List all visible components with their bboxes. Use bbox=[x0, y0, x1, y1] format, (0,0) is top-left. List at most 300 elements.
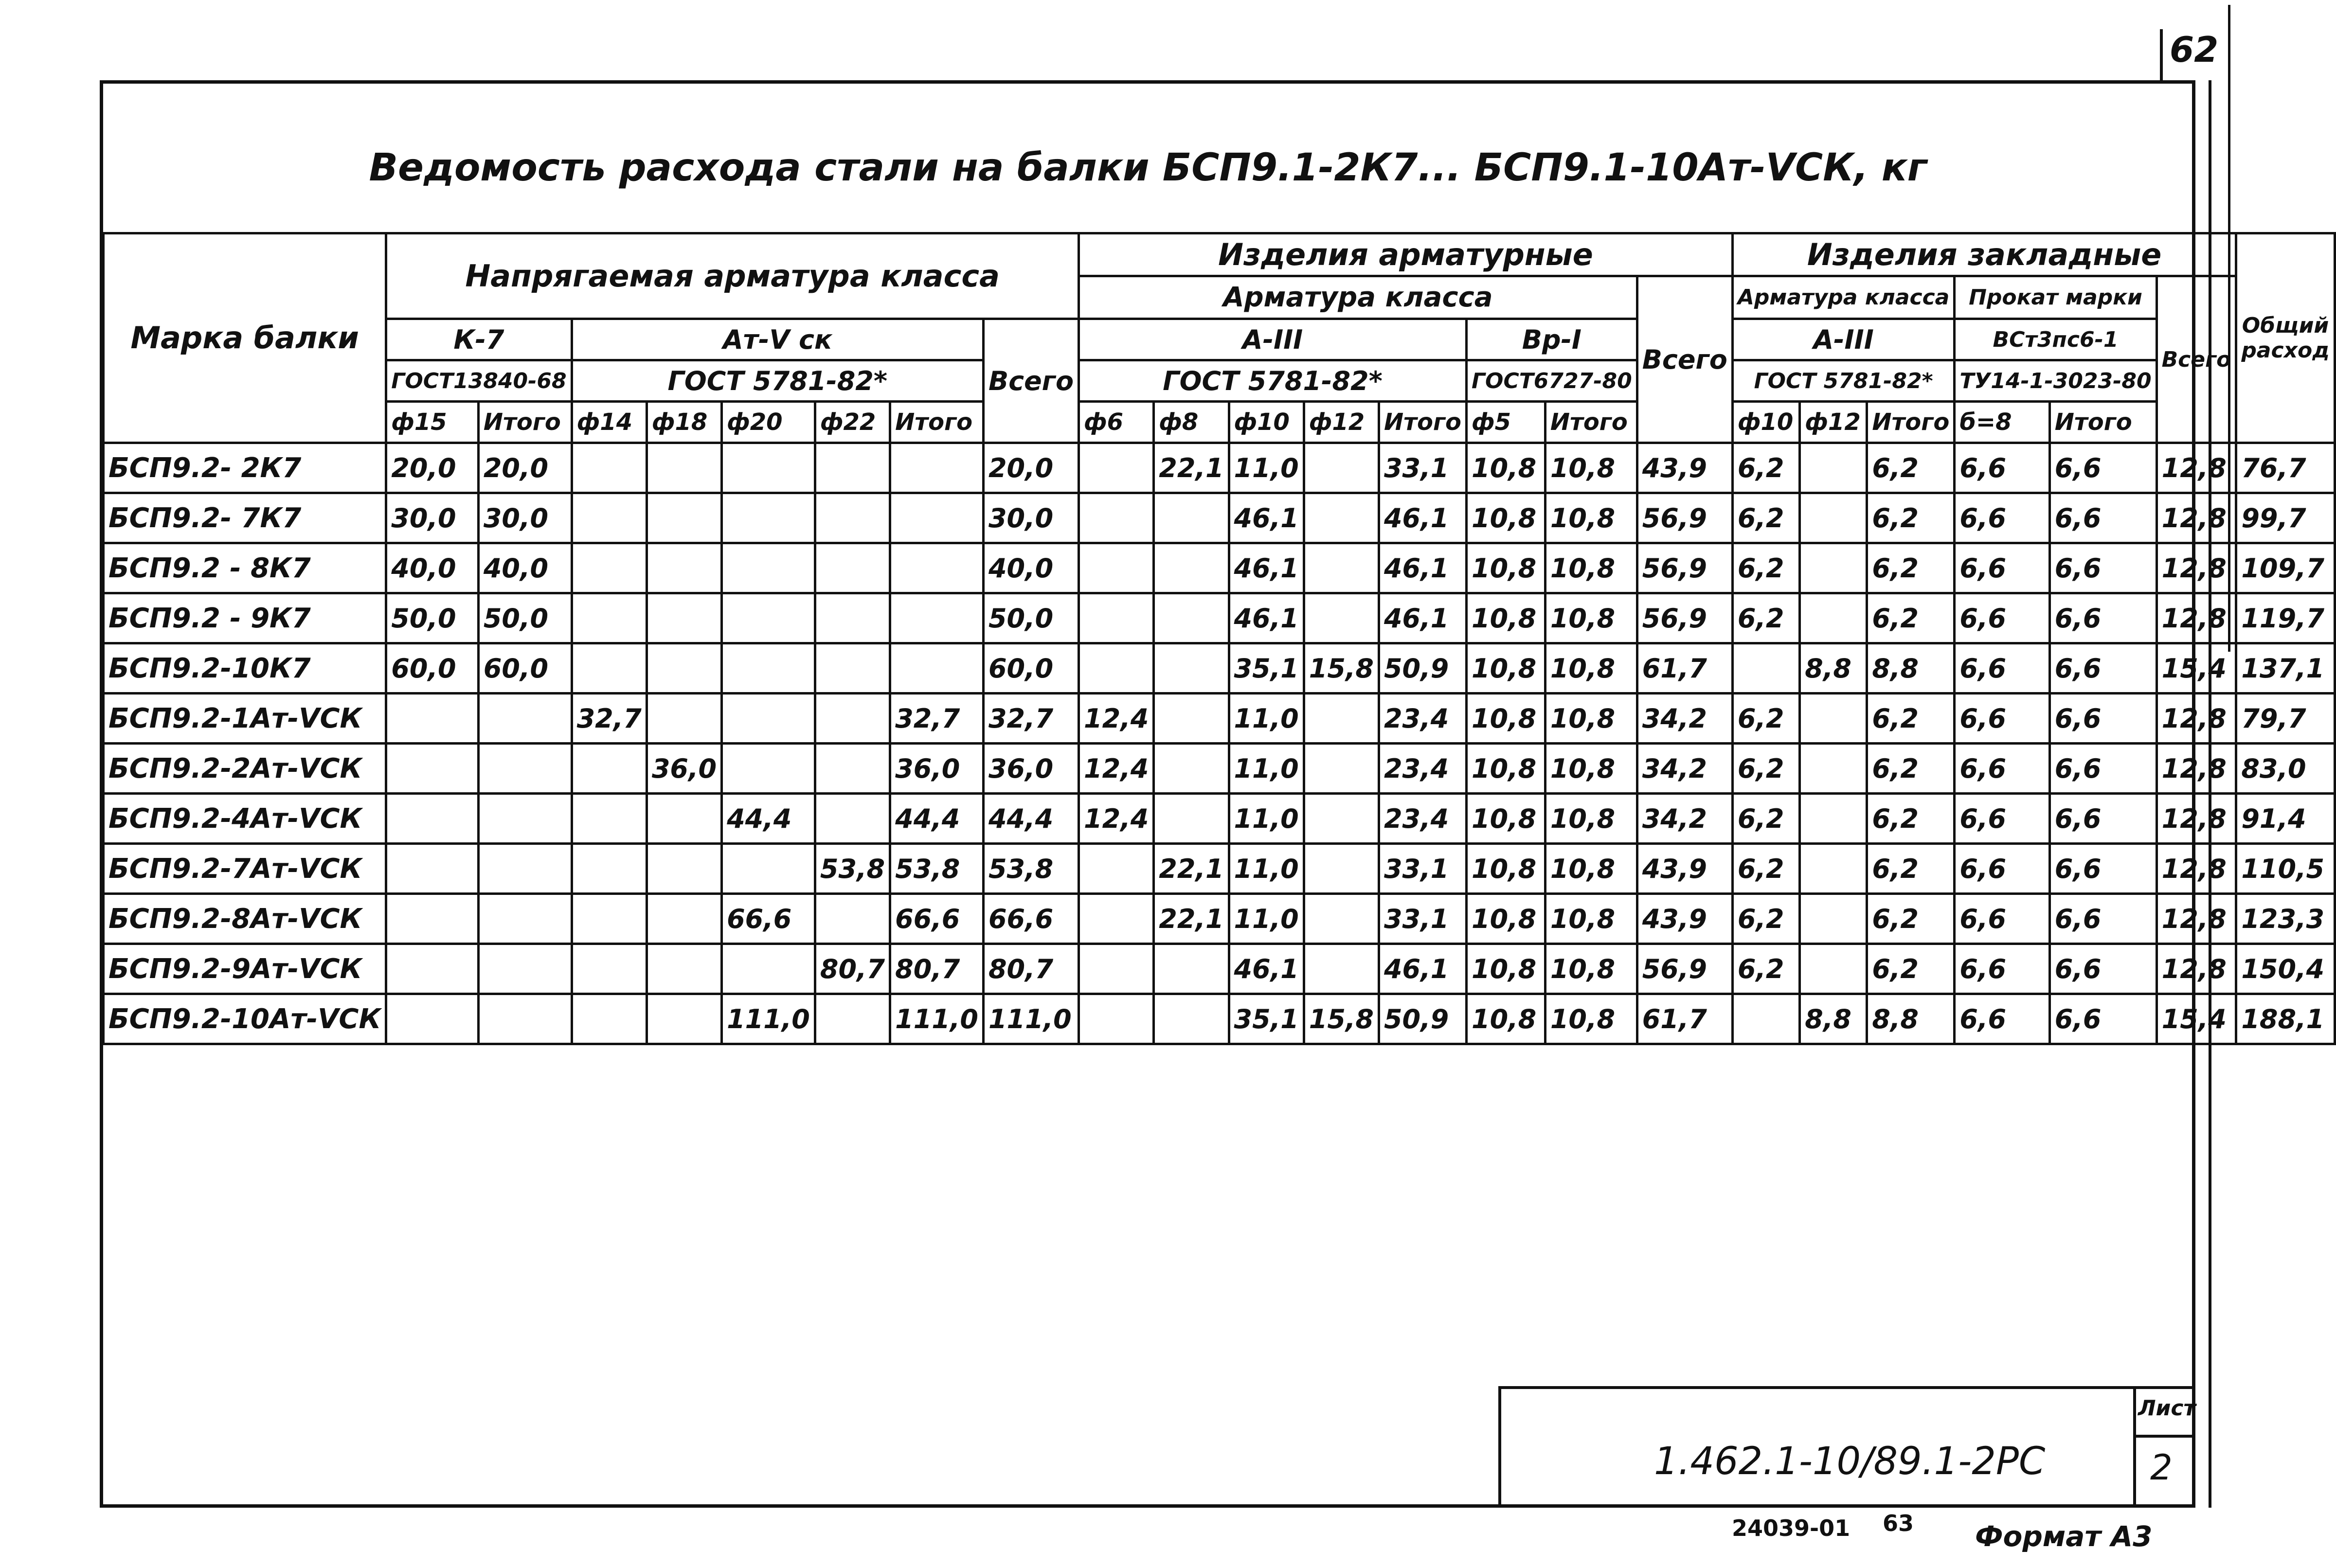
column-header-tu: ТУ14-1-3023-80 bbox=[1955, 360, 2156, 402]
table-cell: 8,8 bbox=[1800, 994, 1867, 1044]
title-block-sheet-divider bbox=[2133, 1435, 2195, 1438]
table-cell bbox=[1304, 543, 1379, 593]
sheet-format: Формат А3 bbox=[1975, 1520, 2153, 1553]
subheader-cell: ф10 bbox=[1229, 402, 1304, 443]
table-cell: 33,1 bbox=[1379, 443, 1466, 493]
table-cell bbox=[1079, 443, 1154, 493]
table-cell: 6,6 bbox=[1955, 493, 2049, 543]
table-cell bbox=[722, 643, 815, 694]
column-header-reinf-vsego: Всего bbox=[1637, 276, 1732, 443]
table-cell: 50,0 bbox=[983, 593, 1078, 643]
table-cell bbox=[1079, 643, 1154, 694]
table-cell bbox=[815, 643, 890, 694]
table-cell bbox=[1154, 643, 1229, 694]
table-cell bbox=[1079, 543, 1154, 593]
table-cell: 50,9 bbox=[1379, 994, 1466, 1044]
table-cell bbox=[1154, 543, 1229, 593]
table-cell bbox=[386, 894, 479, 944]
table-cell: 12,8 bbox=[2156, 744, 2236, 794]
table-cell bbox=[386, 794, 479, 844]
column-header-rolled: Прокат марки bbox=[1955, 276, 2156, 319]
subheader-cell: Итого bbox=[478, 402, 572, 443]
table-cell: 10,8 bbox=[1467, 443, 1545, 493]
table-cell bbox=[722, 844, 815, 894]
subheader-cell: б=8 bbox=[1955, 402, 2049, 443]
table-cell: 12,8 bbox=[2156, 794, 2236, 844]
subheader-cell: Итого bbox=[1867, 402, 1955, 443]
column-header-embed-gost: ГОСТ 5781-82* bbox=[1732, 360, 1955, 402]
table-cell: 35,1 bbox=[1229, 643, 1304, 694]
table-body bbox=[104, 443, 2335, 1044]
table-cell: 60,0 bbox=[983, 643, 1078, 694]
table-cell: 6,2 bbox=[1732, 443, 1799, 493]
subheader-cell: ф20 bbox=[722, 402, 815, 443]
column-header-total: Общий расход bbox=[2236, 233, 2335, 443]
table-cell: 150,4 bbox=[2236, 944, 2335, 994]
table-cell: 44,4 bbox=[890, 794, 984, 844]
table-cell bbox=[478, 894, 572, 944]
table-cell bbox=[815, 994, 890, 1044]
table-cell bbox=[890, 643, 984, 694]
table-cell: 6,2 bbox=[1732, 593, 1799, 643]
table-cell: 56,9 bbox=[1637, 944, 1732, 994]
table-cell bbox=[386, 994, 479, 1044]
table-cell: 6,6 bbox=[2049, 794, 2156, 844]
table-cell: 34,2 bbox=[1637, 794, 1732, 844]
table-cell bbox=[572, 643, 647, 694]
column-header-vst: ВСт3пс6-1 bbox=[1955, 319, 2156, 360]
table-cell bbox=[1079, 844, 1154, 894]
table-row bbox=[104, 844, 2335, 894]
table-cell bbox=[647, 894, 721, 944]
table-cell bbox=[890, 493, 984, 543]
table-cell bbox=[1304, 944, 1379, 994]
table-cell: 6,2 bbox=[1732, 493, 1799, 543]
table-cell bbox=[1304, 493, 1379, 543]
table-cell: 123,3 bbox=[2236, 894, 2335, 944]
table-cell: 6,6 bbox=[1955, 744, 2049, 794]
beam-mark-cell: БСП9.2 - 8К7 bbox=[104, 543, 386, 593]
table-cell: 11,0 bbox=[1229, 443, 1304, 493]
subheader-cell: ф15 bbox=[386, 402, 479, 443]
table-cell: 61,7 bbox=[1637, 994, 1732, 1044]
table-cell: 53,8 bbox=[983, 844, 1078, 894]
table-cell: 10,8 bbox=[1545, 744, 1637, 794]
table-cell: 6,2 bbox=[1867, 443, 1955, 493]
table-cell: 46,1 bbox=[1229, 593, 1304, 643]
table-cell: 6,2 bbox=[1732, 894, 1799, 944]
table-cell: 6,2 bbox=[1732, 694, 1799, 744]
page-number-divider bbox=[2160, 29, 2163, 83]
table-cell: 11,0 bbox=[1229, 694, 1304, 744]
table-cell: 6,6 bbox=[2049, 694, 2156, 744]
table-cell: 34,2 bbox=[1637, 744, 1732, 794]
table-cell: 33,1 bbox=[1379, 844, 1466, 894]
table-cell: 6,2 bbox=[1867, 844, 1955, 894]
table-cell: 109,7 bbox=[2236, 543, 2335, 593]
table-cell: 60,0 bbox=[386, 643, 479, 694]
table-cell bbox=[572, 894, 647, 944]
table-cell: 6,6 bbox=[1955, 694, 2049, 744]
table-cell: 40,0 bbox=[983, 543, 1078, 593]
table-cell: 10,8 bbox=[1545, 794, 1637, 844]
table-cell bbox=[722, 944, 815, 994]
table-cell bbox=[647, 994, 721, 1044]
table-cell bbox=[1800, 944, 1867, 994]
table-cell bbox=[572, 493, 647, 543]
table-cell: 46,1 bbox=[1379, 593, 1466, 643]
table-cell: 23,4 bbox=[1379, 794, 1466, 844]
table-cell: 12,8 bbox=[2156, 894, 2236, 944]
table-cell: 6,6 bbox=[2049, 744, 2156, 794]
table-cell bbox=[1079, 944, 1154, 994]
table-cell bbox=[1800, 443, 1867, 493]
table-cell bbox=[1304, 894, 1379, 944]
table-cell: 12,8 bbox=[2156, 694, 2236, 744]
table-cell bbox=[722, 543, 815, 593]
table-cell: 10,8 bbox=[1467, 694, 1545, 744]
table-cell bbox=[572, 994, 647, 1044]
table-cell: 32,7 bbox=[890, 694, 984, 744]
table-cell bbox=[478, 944, 572, 994]
table-cell: 35,1 bbox=[1229, 994, 1304, 1044]
table-cell: 66,6 bbox=[890, 894, 984, 944]
table-cell bbox=[647, 794, 721, 844]
table-cell: 32,7 bbox=[572, 694, 647, 744]
column-header-reinf-class: Арматура класса bbox=[1079, 276, 1637, 319]
table-cell: 6,2 bbox=[1867, 493, 1955, 543]
table-cell: 6,6 bbox=[1955, 643, 2049, 694]
footer-page-number: 63 bbox=[1883, 1510, 1914, 1536]
beam-mark-cell: БСП9.2-9Ат-VСК bbox=[104, 944, 386, 994]
table-cell bbox=[647, 643, 721, 694]
column-header-reinf-products: Изделия арматурные bbox=[1079, 233, 1733, 276]
inventory-number: 24039-01 bbox=[1732, 1515, 1851, 1541]
table-cell: 10,8 bbox=[1545, 944, 1637, 994]
table-cell: 22,1 bbox=[1154, 844, 1229, 894]
table-cell: 79,7 bbox=[2236, 694, 2335, 744]
table-cell: 43,9 bbox=[1637, 443, 1732, 493]
table-cell: 12,8 bbox=[2156, 844, 2236, 894]
table-cell bbox=[572, 543, 647, 593]
subheader-cell: ф12 bbox=[1800, 402, 1867, 443]
column-header-embed-aiii: А-III bbox=[1732, 319, 1955, 360]
table-cell bbox=[815, 894, 890, 944]
page-number: 62 bbox=[2170, 29, 2219, 70]
table-cell: 10,8 bbox=[1467, 944, 1545, 994]
beam-mark-cell: БСП9.2- 2К7 bbox=[104, 443, 386, 493]
table-cell: 111,0 bbox=[983, 994, 1078, 1044]
table-cell: 6,6 bbox=[1955, 994, 2049, 1044]
table-cell: 11,0 bbox=[1229, 794, 1304, 844]
table-cell: 6,2 bbox=[1867, 894, 1955, 944]
table-cell: 188,1 bbox=[2236, 994, 2335, 1044]
table-cell: 10,8 bbox=[1545, 643, 1637, 694]
table-cell bbox=[647, 543, 721, 593]
column-header-embed-products: Изделия закладные bbox=[1732, 233, 2236, 276]
beam-mark-cell: БСП9.2-8Ат-VСК bbox=[104, 894, 386, 944]
table-cell bbox=[572, 844, 647, 894]
table-row bbox=[104, 694, 2335, 744]
column-header-vpi: Вр-I bbox=[1467, 319, 1637, 360]
table-cell: 76,7 bbox=[2236, 443, 2335, 493]
table-cell: 10,8 bbox=[1467, 994, 1545, 1044]
column-header-prestressed-vsego: Всего bbox=[983, 319, 1078, 443]
table-cell bbox=[815, 443, 890, 493]
table-cell: 6,6 bbox=[2049, 593, 2156, 643]
table-cell bbox=[890, 443, 984, 493]
table-cell bbox=[1154, 593, 1229, 643]
table-cell: 6,6 bbox=[2049, 643, 2156, 694]
table-cell: 11,0 bbox=[1229, 844, 1304, 894]
table-cell: 6,6 bbox=[2049, 894, 2156, 944]
beam-mark-cell: БСП9.2-2Ат-VСК bbox=[104, 744, 386, 794]
beam-mark-cell: БСП9.2-7Ат-VСК bbox=[104, 844, 386, 894]
table-cell bbox=[1154, 994, 1229, 1044]
table-cell bbox=[815, 694, 890, 744]
table-cell: 6,6 bbox=[1955, 593, 2049, 643]
column-header-embed-vsego: Всего bbox=[2156, 276, 2236, 443]
table-cell: 53,8 bbox=[815, 844, 890, 894]
table-cell: 44,4 bbox=[983, 794, 1078, 844]
table-cell: 30,0 bbox=[478, 493, 572, 543]
table-cell bbox=[1154, 744, 1229, 794]
table-row bbox=[104, 543, 2335, 593]
column-header-atv: Ат-V ск bbox=[572, 319, 983, 360]
table-row bbox=[104, 493, 2335, 543]
subheader-cell: ф5 bbox=[1467, 402, 1545, 443]
table-cell bbox=[1800, 744, 1867, 794]
table-cell bbox=[1304, 794, 1379, 844]
table-cell: 10,8 bbox=[1467, 543, 1545, 593]
table-cell: 66,6 bbox=[983, 894, 1078, 944]
beam-mark-cell: БСП9.2-10Ат-VСК bbox=[104, 994, 386, 1044]
table-cell bbox=[1079, 493, 1154, 543]
table-cell: 12,8 bbox=[2156, 593, 2236, 643]
table-row bbox=[104, 643, 2335, 694]
table-cell: 10,8 bbox=[1545, 694, 1637, 744]
table-cell bbox=[815, 593, 890, 643]
table-cell bbox=[572, 744, 647, 794]
table-cell bbox=[386, 744, 479, 794]
table-cell: 46,1 bbox=[1379, 543, 1466, 593]
table-cell: 6,6 bbox=[1955, 794, 2049, 844]
table-cell: 46,1 bbox=[1379, 944, 1466, 994]
table-cell: 12,4 bbox=[1079, 794, 1154, 844]
table-cell bbox=[1304, 443, 1379, 493]
table-cell bbox=[1800, 844, 1867, 894]
table-cell bbox=[815, 794, 890, 844]
table-cell bbox=[647, 443, 721, 493]
table-cell: 46,1 bbox=[1229, 493, 1304, 543]
table-cell: 10,8 bbox=[1467, 493, 1545, 543]
table-cell: 10,8 bbox=[1545, 543, 1637, 593]
table-cell: 22,1 bbox=[1154, 443, 1229, 493]
table-cell bbox=[815, 744, 890, 794]
table-cell: 8,8 bbox=[1867, 643, 1955, 694]
table-row bbox=[104, 894, 2335, 944]
subheader-cell: Итого bbox=[2049, 402, 2156, 443]
table-cell: 91,4 bbox=[2236, 794, 2335, 844]
subheader-cell: Итого bbox=[1545, 402, 1637, 443]
table-cell: 80,7 bbox=[890, 944, 984, 994]
table-cell: 50,9 bbox=[1379, 643, 1466, 694]
table-cell: 137,1 bbox=[2236, 643, 2335, 694]
table-cell bbox=[386, 944, 479, 994]
table-cell bbox=[1154, 944, 1229, 994]
table-cell: 15,8 bbox=[1304, 643, 1379, 694]
subheader-cell: ф8 bbox=[1154, 402, 1229, 443]
table-cell: 30,0 bbox=[386, 493, 479, 543]
sheet-number: 2 bbox=[2150, 1447, 2173, 1488]
table-cell: 43,9 bbox=[1637, 844, 1732, 894]
beam-mark-cell: БСП9.2-1Ат-VСК bbox=[104, 694, 386, 744]
table-cell: 46,1 bbox=[1229, 543, 1304, 593]
table-cell: 111,0 bbox=[722, 994, 815, 1044]
table-cell: 61,7 bbox=[1637, 643, 1732, 694]
table-cell: 36,0 bbox=[983, 744, 1078, 794]
table-cell: 15,4 bbox=[2156, 643, 2236, 694]
table-cell: 12,8 bbox=[2156, 543, 2236, 593]
table-cell: 6,6 bbox=[2049, 543, 2156, 593]
table-cell: 11,0 bbox=[1229, 894, 1304, 944]
table-cell bbox=[572, 944, 647, 994]
table-cell: 80,7 bbox=[815, 944, 890, 994]
table-cell bbox=[1079, 593, 1154, 643]
table-cell: 36,0 bbox=[890, 744, 984, 794]
subheader-cell: ф22 bbox=[815, 402, 890, 443]
table-cell: 56,9 bbox=[1637, 543, 1732, 593]
table-cell: 6,6 bbox=[2049, 443, 2156, 493]
steel-consumption-table bbox=[102, 232, 2336, 1045]
column-header-embed-class: Арматура класса bbox=[1732, 276, 1955, 319]
table-cell: 23,4 bbox=[1379, 744, 1466, 794]
table-cell: 6,6 bbox=[1955, 894, 2049, 944]
column-header-mark: Марка балки bbox=[104, 233, 386, 443]
subheader-cell: ф18 bbox=[647, 402, 721, 443]
table-cell: 83,0 bbox=[2236, 744, 2335, 794]
table-cell: 8,8 bbox=[1867, 994, 1955, 1044]
table-cell: 6,2 bbox=[1732, 844, 1799, 894]
table-cell bbox=[1800, 593, 1867, 643]
table-cell bbox=[1079, 994, 1154, 1044]
table-cell: 6,6 bbox=[1955, 543, 2049, 593]
table-cell: 33,1 bbox=[1379, 894, 1466, 944]
table-cell: 22,1 bbox=[1154, 894, 1229, 944]
table-row bbox=[104, 794, 2335, 844]
table-cell: 6,2 bbox=[1732, 543, 1799, 593]
table-cell: 12,8 bbox=[2156, 443, 2236, 493]
table-cell: 12,4 bbox=[1079, 694, 1154, 744]
table-cell: 6,6 bbox=[1955, 443, 2049, 493]
table-cell bbox=[386, 844, 479, 894]
table-cell: 6,2 bbox=[1867, 543, 1955, 593]
table-cell: 6,2 bbox=[1867, 794, 1955, 844]
table-cell: 6,2 bbox=[1732, 944, 1799, 994]
table-cell: 6,6 bbox=[1955, 844, 2049, 894]
column-header-vpi-gost: ГОСТ6727-80 bbox=[1467, 360, 1637, 402]
table-cell: 43,9 bbox=[1637, 894, 1732, 944]
table-cell: 15,4 bbox=[2156, 994, 2236, 1044]
table-cell bbox=[815, 493, 890, 543]
table-row bbox=[104, 994, 2335, 1044]
table-cell: 12,4 bbox=[1079, 744, 1154, 794]
table-cell: 6,2 bbox=[1732, 794, 1799, 844]
table-cell bbox=[1154, 794, 1229, 844]
subheader-cell: ф10 bbox=[1732, 402, 1799, 443]
table-cell bbox=[1304, 593, 1379, 643]
subheader-cell: Итого bbox=[1379, 402, 1466, 443]
table-cell: 6,2 bbox=[1867, 944, 1955, 994]
table-cell: 80,7 bbox=[983, 944, 1078, 994]
table-cell bbox=[572, 593, 647, 643]
table-cell: 53,8 bbox=[890, 844, 984, 894]
table-cell bbox=[478, 744, 572, 794]
document-code: 1.462.1-10/89.1-2РС bbox=[1654, 1440, 2046, 1483]
table-cell bbox=[1732, 643, 1799, 694]
column-header-prestressed: Напрягаемая арматура класса bbox=[386, 233, 1079, 319]
table-cell: 15,8 bbox=[1304, 994, 1379, 1044]
table-cell: 50,0 bbox=[386, 593, 479, 643]
table-cell: 56,9 bbox=[1637, 493, 1732, 543]
column-header-aiii: А-III bbox=[1079, 319, 1467, 360]
table-cell bbox=[1154, 694, 1229, 744]
table-cell bbox=[478, 844, 572, 894]
table-cell: 30,0 bbox=[983, 493, 1078, 543]
table-cell: 20,0 bbox=[478, 443, 572, 493]
table-cell: 99,7 bbox=[2236, 493, 2335, 543]
table-cell bbox=[647, 944, 721, 994]
table-cell: 44,4 bbox=[722, 794, 815, 844]
table-cell: 10,8 bbox=[1467, 744, 1545, 794]
table-cell: 10,8 bbox=[1467, 794, 1545, 844]
table-cell: 10,8 bbox=[1467, 844, 1545, 894]
table-cell bbox=[722, 493, 815, 543]
subheader-cell: Итого bbox=[890, 402, 984, 443]
table-cell: 6,2 bbox=[1867, 744, 1955, 794]
beam-mark-cell: БСП9.2- 7К7 bbox=[104, 493, 386, 543]
table-cell bbox=[890, 543, 984, 593]
table-cell: 36,0 bbox=[647, 744, 721, 794]
table-row bbox=[104, 744, 2335, 794]
table-cell: 12,8 bbox=[2156, 493, 2236, 543]
table-cell bbox=[572, 794, 647, 844]
table-cell: 10,8 bbox=[1545, 493, 1637, 543]
table-cell bbox=[1304, 744, 1379, 794]
table-cell bbox=[1800, 493, 1867, 543]
column-header-k7: К-7 bbox=[386, 319, 572, 360]
table-cell: 46,1 bbox=[1379, 493, 1466, 543]
table-cell bbox=[1732, 994, 1799, 1044]
subheader-cell: ф6 bbox=[1079, 402, 1154, 443]
table-cell bbox=[647, 694, 721, 744]
column-header-k7-gost: ГОСТ13840-68 bbox=[386, 360, 572, 402]
table-cell: 20,0 bbox=[983, 443, 1078, 493]
table-cell: 12,8 bbox=[2156, 944, 2236, 994]
table-cell: 10,8 bbox=[1545, 443, 1637, 493]
title-block-divider bbox=[2133, 1386, 2136, 1508]
table-cell bbox=[1800, 794, 1867, 844]
table-cell: 110,5 bbox=[2236, 844, 2335, 894]
table-cell: 6,6 bbox=[2049, 944, 2156, 994]
table-cell: 10,8 bbox=[1545, 593, 1637, 643]
table-cell: 46,1 bbox=[1229, 944, 1304, 994]
table-cell: 10,8 bbox=[1467, 593, 1545, 643]
table-cell: 10,8 bbox=[1545, 844, 1637, 894]
column-header-aiii-gost: ГОСТ 5781-82* bbox=[1079, 360, 1467, 402]
table-cell: 40,0 bbox=[386, 543, 479, 593]
table-cell bbox=[1079, 894, 1154, 944]
